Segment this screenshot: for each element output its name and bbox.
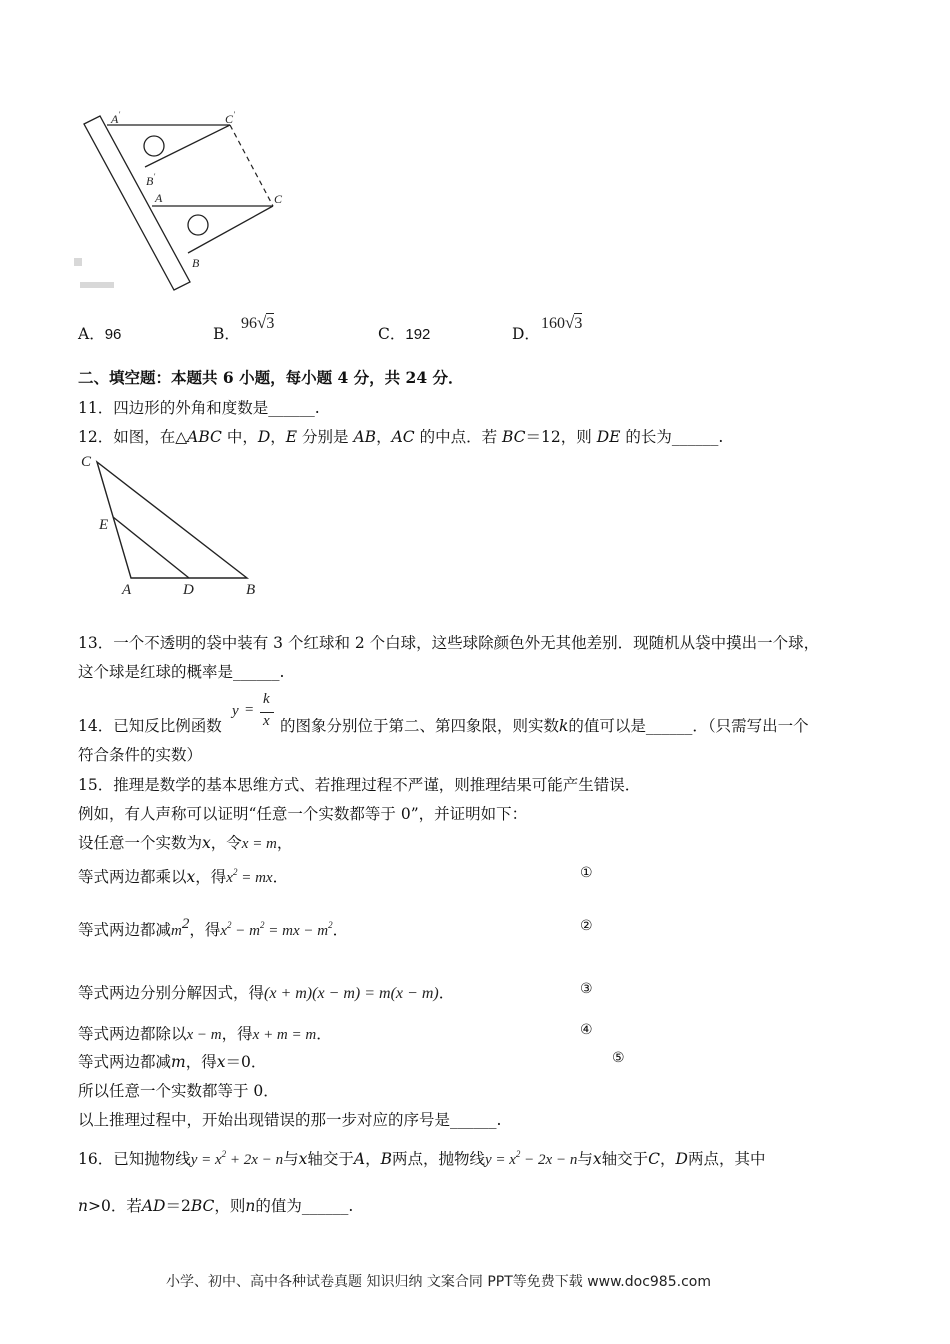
inverse-function-formula: y = k x — [232, 691, 278, 731]
step-3: 等式两边分别分解因式，得(x + m)(x − m) = m(x − m)． — [78, 984, 455, 1002]
label-a: A — [122, 582, 132, 598]
question-13-line1: 13．一个不透明的袋中装有 3 个红球和 2 个白球，这些球除颜色外无其他差别．现随机从袋中摸出一个球， — [78, 634, 820, 652]
question-16-line2: n>0．若AD＝2BC，则n的值为______. — [78, 1197, 354, 1215]
label-b-prime: B' — [146, 172, 156, 188]
question-15-question: 以上推理过程中，开始出现错误的那一步对应的序号是______. — [78, 1111, 502, 1129]
step-2: 等式两边都减$m^2$，得$x^2 - m^2$ = mx − $m^2$． — [78, 916, 349, 939]
figure-triangle-abc — [75, 450, 275, 600]
label-a: A — [155, 191, 163, 205]
step-4-number: ④ — [580, 1022, 593, 1038]
footer-banner[interactable]: 小学、初中、高中各种试卷真题 知识归纳 文案合同 PPT等免费下载 www.doc985.com — [166, 1274, 711, 1290]
label-b: B — [246, 582, 256, 598]
question-15-line1: 15．推理是数学的基本思维方式、若推理过程不严谨，则推理结果可能产生错误． — [78, 776, 641, 794]
figure-triangles-on-ruler — [70, 100, 300, 300]
option-c[interactable]: C．192 — [378, 325, 431, 343]
question-16-line1: 16．已知抛物线$y = x^2 + 2x - n$与x轴交于A，B两点，抛物线$y = x^2 - 2x - n$与x轴交于C，D两点，其中 — [78, 1149, 766, 1168]
question-15-conclusion: 所以任意一个实数都等于 0． — [78, 1082, 279, 1100]
question-12: 12．如图，在△ABC 中，D，E 分别是 AB，AC 的中点．若 BC＝12，则 DE 的长为______. — [78, 428, 724, 446]
label-e: E — [99, 517, 109, 533]
option-b[interactable]: B． — [213, 325, 240, 343]
step-2-number: ② — [580, 918, 593, 934]
question-14-rest: 的图象分别位于第二、第四象限，则实数k的值可以是______．（只需写出一个 — [280, 717, 809, 735]
question-14-line2: 符合条件的实数） — [78, 746, 203, 764]
question-14-prefix: 14．已知反比例函数 — [78, 717, 222, 735]
step-1-number: ① — [580, 865, 593, 881]
step-5: 等式两边都减m，得x＝0． — [78, 1053, 267, 1071]
step-4: 等式两边都除以x − m，得x + m = m． — [78, 1025, 332, 1043]
option-a[interactable]: A．96 — [78, 325, 122, 343]
step-3-number: ③ — [580, 981, 593, 997]
upper-triangle-hole — [144, 136, 164, 156]
option-d-value: 160√3 — [541, 313, 583, 332]
ruler — [84, 116, 190, 290]
step-5-number: ⑤ — [612, 1050, 625, 1066]
label-d: D — [183, 582, 194, 598]
question-13-line2: 这个球是红球的概率是______. — [78, 663, 285, 681]
step-1: 等式两边都乘以x，得$x^2$ = mx． — [78, 867, 289, 886]
segment-de — [113, 517, 189, 578]
dashed-segment-cc — [230, 125, 273, 206]
label-a-prime: A' — [111, 110, 121, 126]
option-b-value: 96√3 — [241, 313, 275, 332]
question-15-line3: 设任意一个实数为x，令x = m， — [78, 834, 293, 852]
section-heading: 二、填空题：本题共 6 小题，每小题 4 分，共 24 分． — [78, 368, 464, 387]
lower-triangle-hole — [188, 215, 208, 235]
option-d[interactable]: D． — [512, 325, 540, 343]
label-c: C — [81, 454, 92, 470]
label-b: B — [192, 256, 200, 270]
triangle-abc — [97, 462, 247, 578]
question-11: 11．四边形的外角和度数是______. — [78, 399, 320, 417]
label-c: C — [274, 192, 283, 206]
scan-artifact — [74, 258, 114, 288]
label-c-prime: C' — [225, 110, 235, 126]
question-15-line2: 例如，有人声称可以证明“任意一个实数都等于 0”，并证明如下： — [78, 805, 528, 823]
